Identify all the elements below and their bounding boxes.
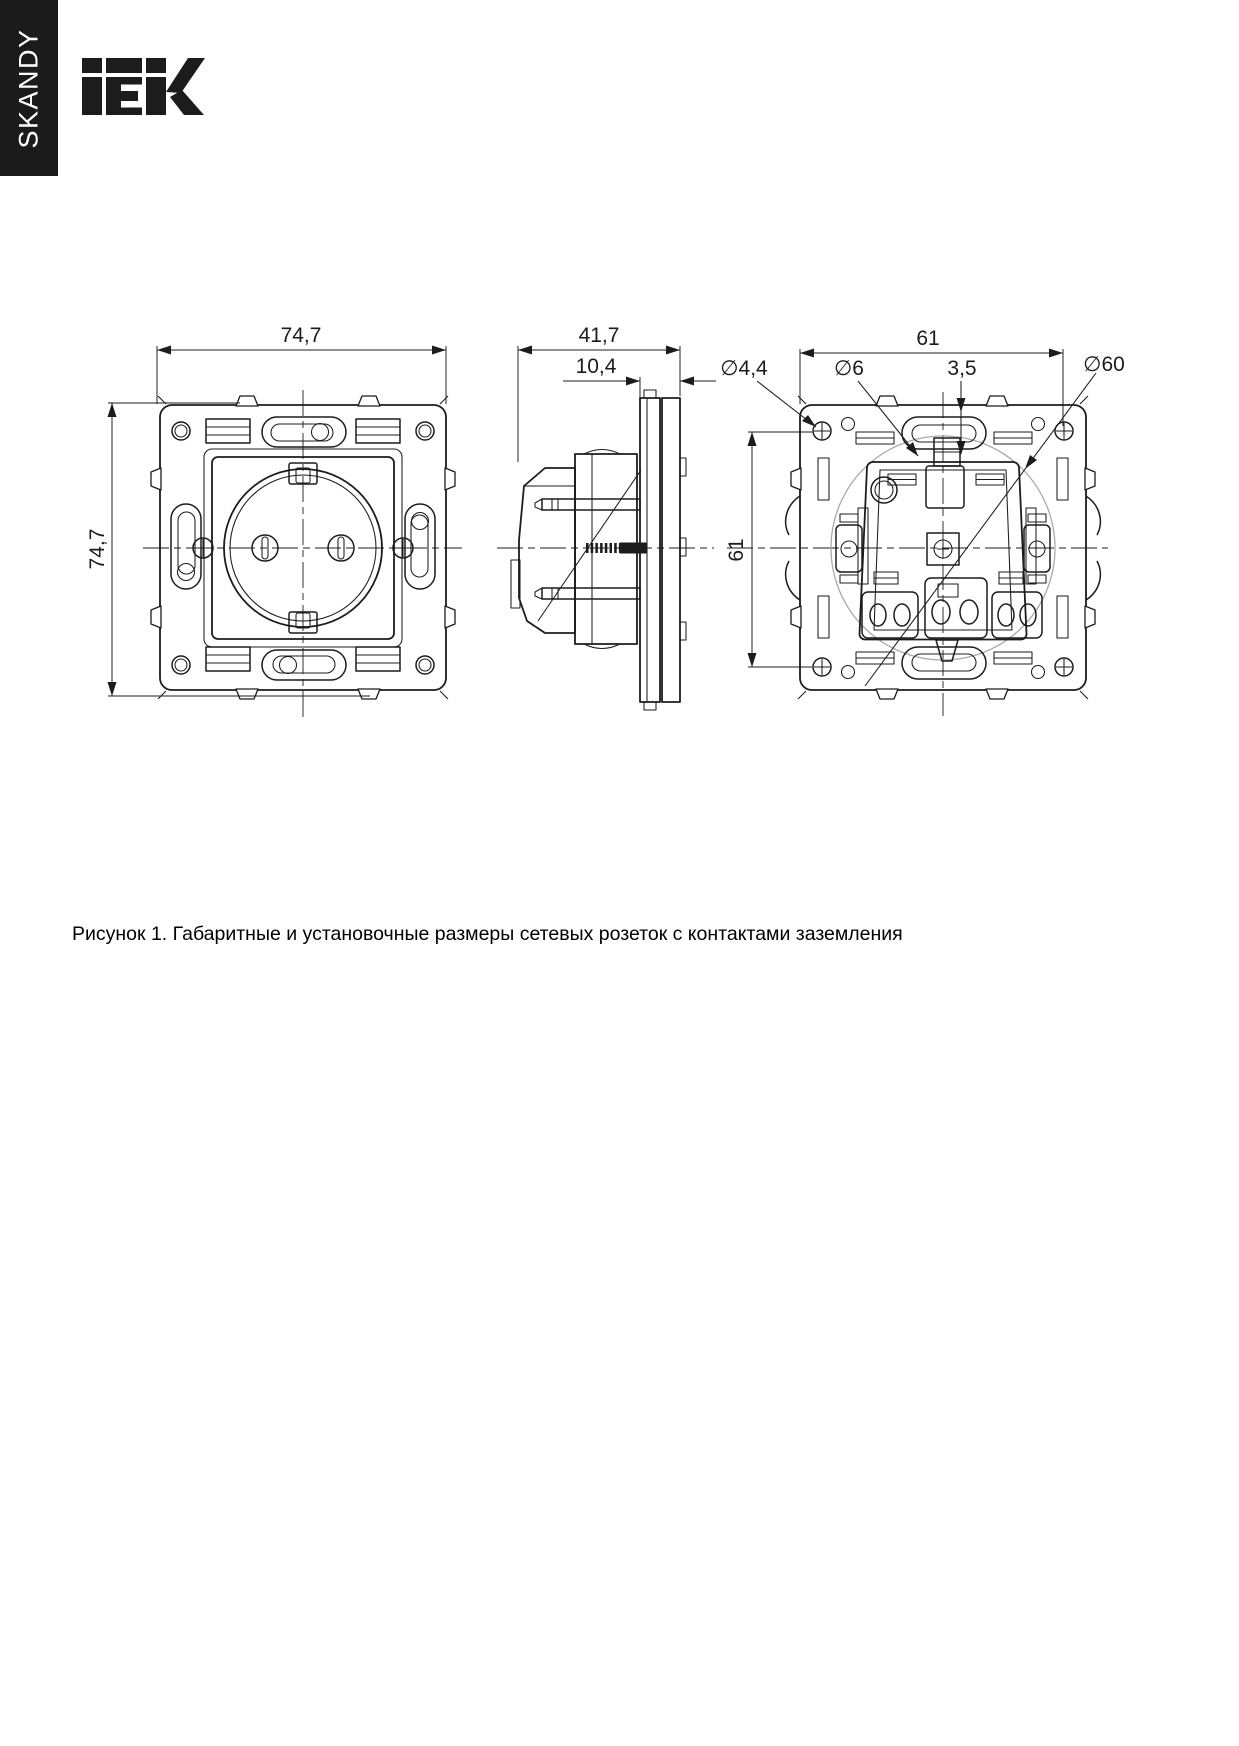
figure-caption: Рисунок 1. Габаритные и установочные размеры сетевых розеток с контактами заземления [72,923,903,945]
logo-k-lower-arm [170,90,204,115]
logo-k-stem [146,77,166,115]
frame-claw-tab [445,468,455,490]
dim-label-back-height: 61 [725,538,748,562]
frame-claw-tab [791,606,801,628]
logo-i-dot [82,58,102,73]
leader-gap-35 [957,381,966,455]
frame-claw-tab [1085,606,1095,628]
iek-logo [82,58,205,115]
dim-back-height [725,432,812,667]
logo-i-stem [82,77,102,115]
module-bottom-tab [936,640,958,661]
frame-claw-tab [445,606,455,628]
module-hole-inner [875,481,893,499]
frame-claw-tab [986,396,1008,406]
back-view [720,327,1125,716]
front-view [86,324,462,718]
frame-claw-tab [986,689,1008,699]
logo-e-body [106,77,142,115]
frame-claw-tab [1085,468,1095,490]
leader-hole-d6 [858,381,918,456]
frame-claw-tab [876,396,898,406]
frame-claw-tab [876,689,898,699]
series-vertical-label: SKANDY [13,27,44,149]
frame-claw-tab [358,396,380,406]
logo-k-upper-arm [166,58,205,93]
frame-claw-tab [236,689,258,699]
terminal-blocks [862,572,1042,638]
dim-label-side-front-depth: 10,4 [575,355,617,378]
dim-front-width [157,324,446,404]
dim-label-back-width: 61 [916,327,940,350]
dim-label-hole-dia: ∅6 [834,357,864,380]
frame-claw-tab [151,468,161,490]
side-view [497,324,716,710]
frame-claw-tab [236,396,258,406]
dim-label-circle-dia: ∅60 [1083,353,1125,376]
dim-label-front-height: 74,7 [86,528,109,570]
frame-claw-tab [358,689,380,699]
frame-claw-tab [791,468,801,490]
logo-k-stem-top [146,58,166,73]
dim-label-side-depth: 41,7 [578,324,620,347]
dim-label-gap: 3,5 [947,357,977,380]
frame-claw-tab [151,606,161,628]
dim-label-front-width: 74,7 [280,324,322,347]
logo-e-top [106,58,142,73]
dim-label-screw-hole-dia: ∅4,4 [720,357,768,380]
leader-screw-hole-d44 [757,381,816,427]
